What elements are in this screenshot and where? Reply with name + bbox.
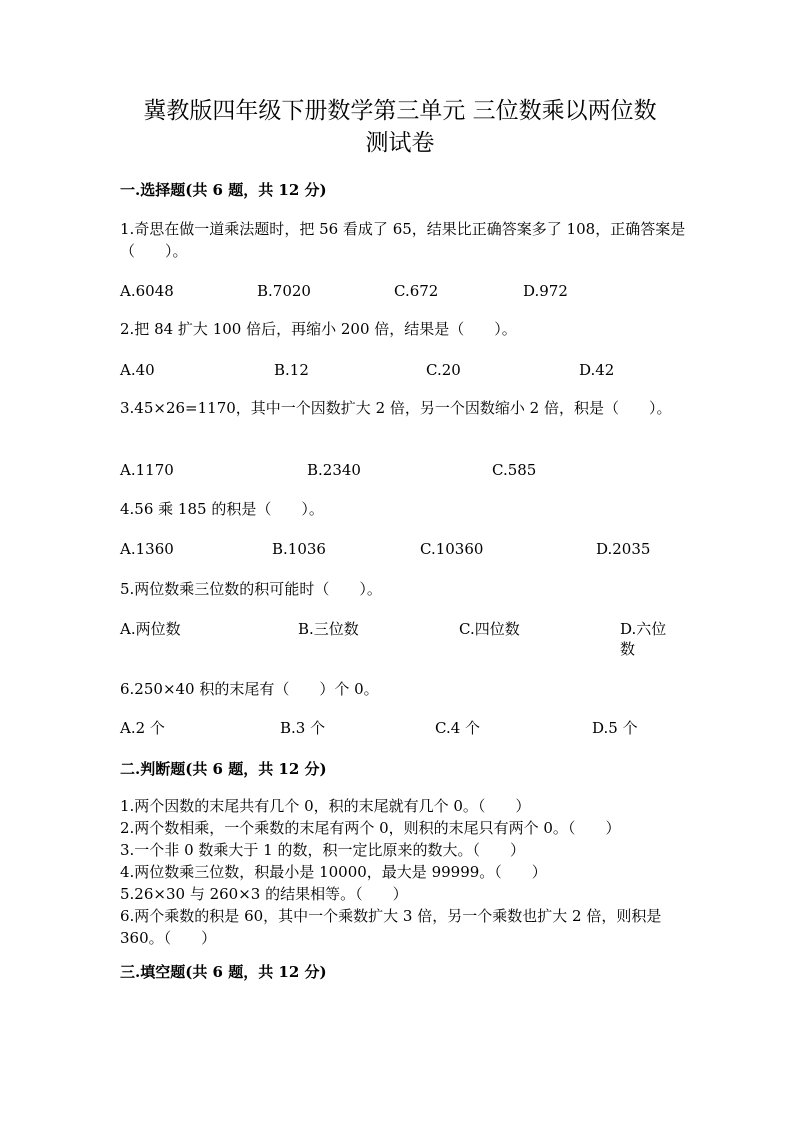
judge-item-3: 3.一个非 0 数乘大于 1 的数，积一定比原来的数大。（ ） (120, 841, 525, 859)
question-1-option-c: C.672 (394, 282, 439, 300)
question-4-option-c: C.10360 (420, 540, 484, 558)
section-heading-choice: 一.选择题(共 6 题，共 12 分) (120, 181, 327, 199)
question-3-option-b: B.2340 (307, 461, 361, 479)
question-1-option-b: B.7020 (257, 282, 311, 300)
question-6-option-d: D.5 个 (592, 719, 638, 737)
question-1-stem: 1.奇思在做一道乘法题时，把 56 看成了 65，结果比正确答案多了 108，正确答案是（ ）。 (120, 220, 686, 260)
question-4-option-b: B.1036 (272, 540, 326, 558)
question-1-option-d: D.972 (523, 282, 568, 300)
question-2-option-a: A.40 (120, 361, 155, 379)
judge-item-1: 1.两个因数的末尾共有几个 0，积的末尾就有几个 0。（ ） (120, 797, 531, 815)
question-2-stem: 2.把 84 扩大 100 倍后，再缩小 200 倍，结果是（ ）。 (120, 320, 517, 338)
question-4-option-a: A.1360 (120, 540, 174, 558)
page-title (0, 95, 800, 159)
question-2-option-d: D.42 (579, 361, 615, 379)
question-2-option-c: C.20 (426, 361, 461, 379)
section-heading-judge: 二.判断题(共 6 题，共 12 分) (120, 760, 327, 778)
question-4-stem: 4.56 乘 185 的积是（ ）。 (120, 500, 324, 518)
question-6-option-a: A.2 个 (120, 719, 165, 737)
judge-item-5: 5.26×30 与 260×3 的结果相等。（ ） (120, 885, 408, 903)
question-5-option-d: D.六位数 (620, 620, 667, 658)
title-line-1: 冀教版四年级下册数学第三单元 三位数乘以两位数 (143, 98, 657, 124)
question-3-option-c: C.585 (492, 461, 537, 479)
question-6-stem: 6.250×40 积的末尾有（ ）个 0。 (120, 680, 379, 698)
section-heading-fill: 三.填空题(共 6 题，共 12 分) (120, 963, 327, 981)
question-6-option-b: B.3 个 (280, 719, 326, 737)
question-3-option-a: A.1170 (120, 461, 174, 479)
judge-item-4: 4.两位数乘三位数，积最小是 10000，最大是 99999。（ ） (120, 863, 547, 881)
title-line-2: 测试卷 (365, 130, 435, 156)
question-5-option-c: C.四位数 (459, 620, 520, 638)
question-4-option-d: D.2035 (596, 540, 651, 558)
question-3-stem: 3.45×26=1170，其中一个因数扩大 2 倍，另一个因数缩小 2 倍，积是（ ）。 (120, 399, 672, 417)
judge-item-2: 2.两个数相乘，一个乘数的末尾有两个 0，则积的末尾只有两个 0。（ ） (120, 819, 621, 837)
question-5-stem: 5.两位数乘三位数的积可能时（ ）。 (120, 580, 382, 598)
question-5-option-a: A.两位数 (120, 620, 181, 638)
question-5-option-b: B.三位数 (298, 620, 359, 638)
judge-item-6: 6.两个乘数的积是 60，其中一个乘数扩大 3 倍，另一个乘数也扩大 2 倍，则积是 360。（ ） (120, 907, 662, 947)
question-1-option-a: A.6048 (120, 282, 174, 300)
question-6-option-c: C.4 个 (435, 719, 481, 737)
question-2-option-b: B.12 (274, 361, 309, 379)
